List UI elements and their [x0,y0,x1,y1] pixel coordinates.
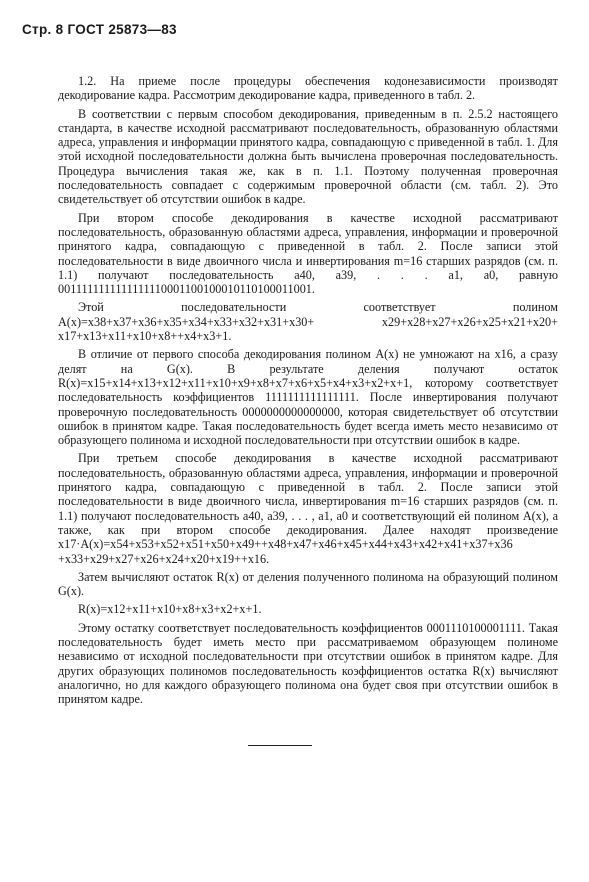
page-header: Стр. 8 ГОСТ 25873—83 [22,22,177,37]
paragraph-division: В отличие от первого способа декодирования полином A(x) не умножают на x16, а сразу делят на G(x). В результате деления получают остаток R(x)=x15+x14+x13+x12+x11+x10+x9+x8+x7+x6+x5+x4+x3+x2+x+1, которому соответствует последовательность коэффициентов 1111111111111111. После инвертирования получают проверочную последовательность 0000000000000000, которая свидетельствует об отсутствии ошибок в принятом кадре. Такая последовательность будет всегда иметь место независимо от образующего полинома и исходной последовательности при отсутствии ошибок в кадре. [58,347,558,448]
document-body [58,74,558,710]
paragraph-remainder: Затем вычисляют остаток R(x) от деления полученного полинома на образующий полином G(x). [58,569,558,599]
paragraph-third-method: При третьем способе декодирования в качестве исходной рассматривают последовательность, образованную областями адреса, управления, информации и проверочной принятого кадра, совпадающую с приведенной в табл. 2. После записи этой последовательности в виде двоичного числа, инвертирования m=16 старших разрядов (см. п. 1.1) получают последовательность a40, a39, . . . , a1, a0 и соответствующий ей полином A(x), а также, как при втором способе декодирования. Далее находят произведение x17·A(x)=x54+x53+x52+x51+x50+x49++x48+x47+x46+x45+x44+x43+x42+x41+x37+x36 +x33+x29+x27+x26+x24+x20+x19++x16. [58,451,558,566]
paragraph-second-method: При втором способе декодирования в качестве исходной рассматривают последовательность, образованную областями адреса, управления, информации и проверочной принятого кадра, совпадающую с приведенной в табл. 2. После записи этой последовательности в виде двоичного числа и инвертирования m=16 старших разрядов (см. п. 1.1) получают последовательность a40, a39, . . . a1, a0, равную 0011111111111111110001100100010110100011001. [58,210,558,297]
end-rule [248,745,312,746]
paragraph-1-2: 1.2. На приеме после процедуры обеспечения кодонезависимости производят декодирование кадра. Рассмотрим декодирование кадра, приведенного в табл. 2. [58,74,558,103]
paragraph-first-method: В соответствии с первым способом декодирования, приведенным в п. 2.5.2 настоящего стандарта, в качестве исходной рассматривают последовательность, образованную областями адреса, управления и информации принятого кадра, совпадающую с приведенной в табл. 1. Для этой исходной последовательности должна быть вычислена проверочная последовательность. Процедура вычисления такая же, как в п. 1.1. Поэтому полученная проверочная последовательность совпадает с содержимым проверочной области (см. табл. 2). Это свидетельствует об отсутствии ошибок в кадре. [58,106,558,207]
remainder-equation: R(x)=x12+x11+x10+x8+x3+x2+x+1. [78,602,262,617]
paragraph-conclusion: Этому остатку соответствует последовательность коэффициентов 0001110100001111. Такая последовательность будет иметь место при рассматриваемом образующем полиноме независимо от исходной последовательности при отсутствии ошибок в принятом кадре. Для других образующих полиномов последовательность коэффициентов остатка R(x) вычисляют аналогично, но для каждого образующего полинома она будет своя при отсутствии ошибок в принятом кадре. [58,620,558,707]
paragraph-polynomial-a: Этой последовательности соответствует полином A(x)=x38+x37+x36+x35+x34+x33+x32+x31+x30+ x29+x28+x27+x26+x25+x21+x20+ x17+x13+x11+x10+x8++x4+x3+1. [58,300,558,344]
